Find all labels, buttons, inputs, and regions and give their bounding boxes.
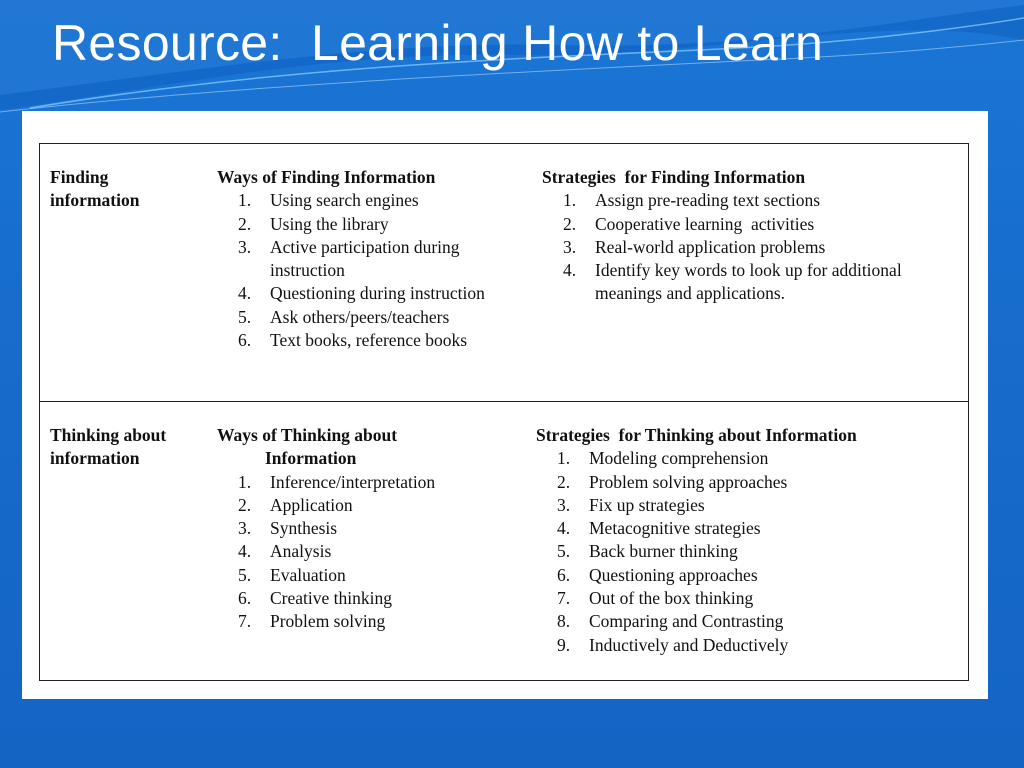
list-item: 1. Using search engines — [238, 190, 419, 211]
list-item-text: Active participation during instruction — [270, 236, 460, 281]
list-item-text: Questioning approaches — [589, 564, 758, 585]
list-item-text: Problem solving — [270, 611, 386, 632]
list-item-text: Fix up strategies — [589, 494, 705, 515]
list-item-text: Metacognitive strategies — [589, 518, 761, 539]
list-item: 8. Comparing and Contrasting — [557, 611, 784, 632]
learning-table — [39, 143, 969, 681]
list-item: 4. Identify key words to look up for additional meanings and applications. — [563, 260, 902, 304]
list-item: 9. Inductively and Deductively — [557, 634, 789, 655]
list-item: 7. Out of the box thinking — [557, 588, 754, 609]
list-item-text: Synthesis — [270, 518, 338, 539]
list-item-text: Using the library — [270, 213, 389, 234]
list-item: 1. Assign pre-reading text sections — [563, 190, 821, 211]
list-item: 4. Questioning during instruction — [238, 283, 485, 304]
list-item: 2. Problem solving approaches — [557, 471, 788, 492]
list-item: 3. Real-world application problems — [563, 236, 826, 257]
ways-column — [217, 424, 517, 634]
list-item: 1. Inference/interpretation — [238, 471, 436, 492]
list-item: 6. Text books, reference books — [238, 330, 468, 351]
list-item-text: Back burner thinking — [589, 541, 738, 562]
list-item-text: Real-world application problems — [595, 236, 826, 257]
list-item-text: Creative thinking — [270, 588, 392, 609]
row-category: Thinking about information — [50, 425, 167, 469]
list-item: 5. Ask others/peers/teachers — [238, 306, 450, 327]
list-item: 3. Synthesis — [238, 518, 338, 539]
strategies-list — [542, 189, 962, 305]
list-item: 4. Analysis — [238, 541, 332, 562]
list-item-text: Analysis — [270, 541, 332, 562]
list-item-text: Problem solving approaches — [589, 471, 788, 492]
ways-column — [217, 166, 517, 352]
list-item: 6. Questioning approaches — [557, 564, 758, 585]
list-item: 5. Back burner thinking — [557, 541, 738, 562]
list-item-text: Evaluation — [270, 564, 346, 585]
slide-title: Resource: Learning How to Learn — [52, 15, 824, 71]
content-panel — [22, 111, 988, 699]
ways-list — [217, 471, 517, 634]
ways-heading — [217, 424, 517, 471]
strategies-list — [536, 447, 956, 657]
list-item-text: Questioning during instruction — [270, 283, 485, 304]
list-item: 5. Evaluation — [238, 564, 346, 585]
strategies-heading: Strategies for Finding Information — [542, 167, 806, 187]
row-category: Finding information — [50, 167, 140, 211]
list-item: 7. Problem solving — [238, 611, 386, 632]
list-item-text: Modeling comprehension — [589, 448, 769, 469]
list-item-text: Text books, reference books — [270, 330, 468, 351]
list-item: 4. Metacognitive strategies — [557, 518, 761, 539]
ways-heading-line1: Ways of Thinking about — [217, 425, 398, 445]
list-item-text: Comparing and Contrasting — [589, 611, 784, 632]
list-item-text: Inference/interpretation — [270, 471, 436, 492]
list-item: 6. Creative thinking — [238, 588, 392, 609]
strategies-heading: Strategies for Thinking about Information — [536, 425, 857, 445]
list-item-text: Out of the box thinking — [589, 588, 754, 609]
list-item: 2. Application — [238, 494, 353, 515]
ways-heading: Ways of Finding Information — [217, 167, 436, 187]
ways-list — [217, 189, 517, 352]
strategies-column — [536, 424, 956, 657]
list-item-text: Ask others/peers/teachers — [270, 306, 450, 327]
list-item-text: Cooperative learning activities — [595, 213, 815, 234]
list-item: 3. Fix up strategies — [557, 494, 705, 515]
list-item: 2. Using the library — [238, 213, 389, 234]
list-item-text: Application — [270, 494, 353, 515]
list-item: 3. Active participation during instruction — [238, 236, 460, 281]
table-row — [40, 144, 968, 402]
table-row — [40, 402, 968, 680]
list-item-text: Identify key words to look up for additional meanings and applications. — [595, 260, 902, 304]
list-item-text: Assign pre-reading text sections — [595, 190, 821, 211]
ways-heading-line2: Information — [265, 448, 357, 469]
list-item-text: Inductively and Deductively — [589, 634, 789, 655]
list-item: 1. Modeling comprehension — [557, 448, 769, 469]
strategies-column — [542, 166, 962, 306]
list-item-text: Using search engines — [270, 190, 419, 211]
list-item: 2. Cooperative learning activities — [563, 213, 815, 234]
